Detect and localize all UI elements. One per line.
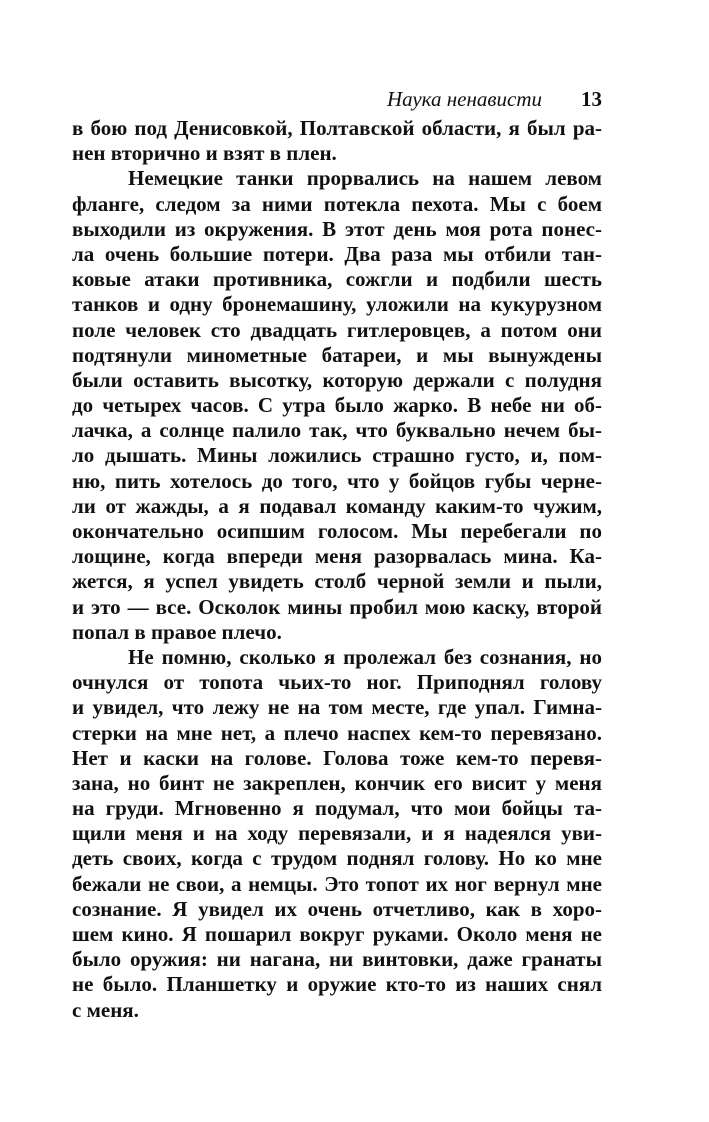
text-line: на груди. Мгновенно я подумал, что мои бойцы та-: [72, 796, 602, 821]
text-line: попал в правое плечо.: [72, 619, 282, 644]
paragraph: [72, 645, 602, 1023]
text-line: фланге, следом за ними потекла пехота. Мы с боем: [72, 191, 602, 216]
text-line: не было. Планшетку и оружие кто-то из наших снял: [72, 972, 602, 997]
text-line: Нет и каски на голове. Голова тоже кем-то перевя-: [72, 745, 602, 770]
text-line: и это — все. Осколок мины пробил мою каску, второй: [72, 594, 602, 619]
text-line: шем кино. Я пошарил вокруг руками. Около меня не: [72, 922, 602, 946]
text-line: ковые атаки противника, сожгли и подбили шесть: [72, 267, 602, 292]
text-line: Немецкие танки прорвались на нашем левом: [128, 166, 602, 191]
running-title: Наука ненависти: [386, 87, 542, 111]
paragraph: [72, 116, 602, 166]
page-number: 13: [581, 87, 602, 111]
text-line: жется, я успел увидеть столб черной земли и пыли,: [72, 569, 602, 594]
text-line: стерки на мне нет, а плечо наспех кем-то перевязано.: [72, 720, 602, 745]
text-line: были оставить высотку, которую держали с полудня: [72, 367, 602, 392]
text-line: зана, но бинт не закреплен, кончик его висит у меня: [72, 770, 602, 795]
text-line: нен вторично и взят в плен.: [72, 141, 337, 166]
text-line: окончательно осипшим голосом. Мы перебегали по: [72, 519, 602, 543]
text-line: лачка, а солнце палило так, что буквально нечем бы-: [72, 418, 602, 443]
text-line: ло дышать. Мины ложились страшно густо, и, пом-: [72, 443, 602, 468]
paragraph: [72, 166, 602, 645]
text-line: ли от жажды, а я подавал команду каким-то чужим,: [72, 493, 602, 518]
text-line: деть своих, когда с трудом поднял голову. Но ко мне: [72, 846, 602, 871]
text-line: щили меня и на ходу перевязали, и я надеялся уви-: [72, 821, 602, 846]
text-line: ла очень большие потери. Два раза мы отбили тан-: [72, 241, 602, 266]
text-line: выходили из окружения. В этот день моя рота понес-: [72, 216, 602, 241]
text-line: в бою под Денисовкой, Полтавской области, я был ра-: [72, 116, 602, 140]
text-line: танков и одну бронемашину, уложили на кукурузном: [72, 292, 602, 317]
text-line: ню, пить хотелось до того, что у бойцов губы черне-: [72, 468, 602, 493]
text-line: бежали не свои, а немцы. Это топот их ног вернул мне: [72, 871, 602, 896]
text-line: поле человек сто двадцать гитлеровцев, а потом они: [72, 317, 602, 342]
text-line: до четырех часов. С утра было жарко. В небе ни об-: [72, 393, 602, 418]
text-line: очнулся от топота чьих-то ног. Приподнял голову: [72, 670, 602, 695]
text-body: [72, 116, 602, 1023]
running-head: [72, 84, 602, 114]
text-line: с меня.: [72, 997, 139, 1022]
text-line: сознание. Я увидел их очень отчетливо, как в хоро-: [72, 896, 602, 921]
text-line: было оружия: ни нагана, ни винтовки, даже гранаты: [72, 947, 602, 972]
text-line: Не помню, сколько я пролежал без сознания, но: [128, 644, 602, 669]
text-line: лощине, когда впереди меня разорвалась мина. Ка-: [72, 544, 602, 569]
text-line: и увидел, что лежу не на том месте, где упал. Гимна-: [72, 695, 602, 720]
text-line: подтянули минометные батареи, и мы вынуждены: [72, 342, 602, 367]
